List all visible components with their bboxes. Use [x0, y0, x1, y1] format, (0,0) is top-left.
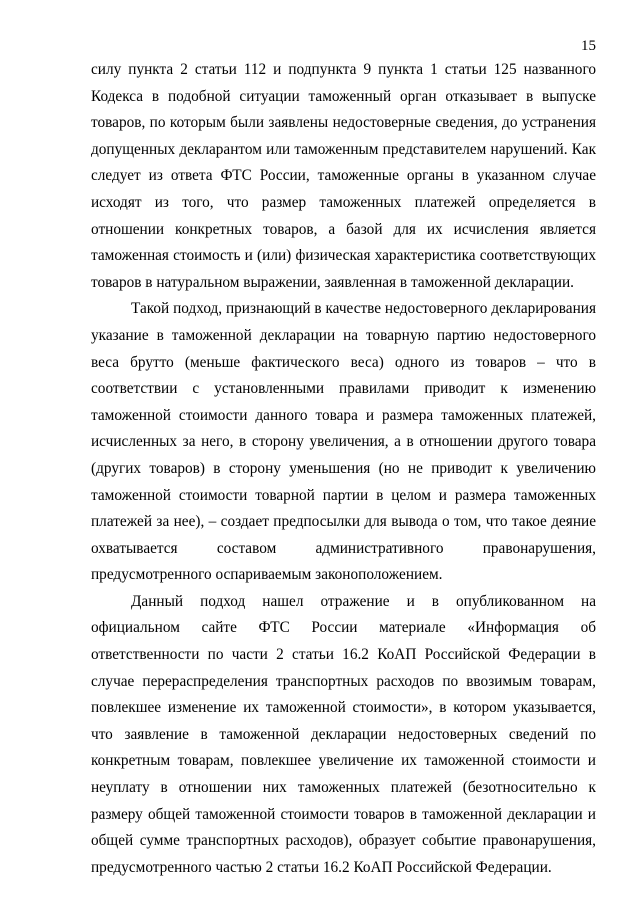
page-number: 15	[581, 38, 596, 54]
paragraph-approach: Такой подход, признающий в качестве недостоверного декларирования указание в таможенной декларации на товарную партию недостоверного веса брутто (меньше фактического веса) одного из товаров – что в соответствии с установленными правилами приводит к изменению таможенной стоимости данного товара и размера таможенных платежей, исчисленных за него, в сторону увеличения, а в отношении другого товара (других товаров) в сторону уменьшения (но не приводит к увеличению таможенной стоимости товарной партии в целом и размера таможенных платежей за нее), – создает предпосылки для вывода о том, что такое деяние охватывается составом административного правонарушения, предусмотренного оспариваемым законоположением.	[91, 300, 596, 584]
document-body	[91, 57, 596, 881]
paragraph-fts-information: Данный подход нашел отражение и в опубликованном на официальном сайте ФТС России материале «Информация об ответственности по части 2 статьи 16.2 КоАП Российской Федерации в случае перераспределения транспортных расходов по ввозимым товарам, повлекшее изменение их таможенной стоимости», в котором указывается, что заявление в таможенной декларации недостоверных сведений по конкретным товарам, повлекшее увеличение их таможенной стоимости и неуплату в отношении них таможенных платежей (безотносительно к размеру общей таможенной стоимости товаров в таможенной декларации и общей сумме транспортных расходов), образует событие правонарушения, предусмотренного частью 2 статьи 16.2 КоАП Российской Федерации.	[91, 592, 596, 876]
paragraph-continuation: силу пункта 2 статьи 112 и подпункта 9 пункта 1 статьи 125 названного Кодекса в подобной ситуации таможенный орган отказывает в выпуске товаров, по которым были заявлены недостоверные сведения, до устранения допущенных декларантом или таможенным представителем нарушений. Как следует из ответа ФТС России, таможенные органы в указанном случае исходят из того, что размер таможенных платежей определяется в отношении конкретных товаров, а базой для их исчисления является таможенная стоимость и (или) физическая характеристика соответствующих товаров в натуральном выражении, заявленная в таможенной декларации.	[91, 61, 596, 291]
